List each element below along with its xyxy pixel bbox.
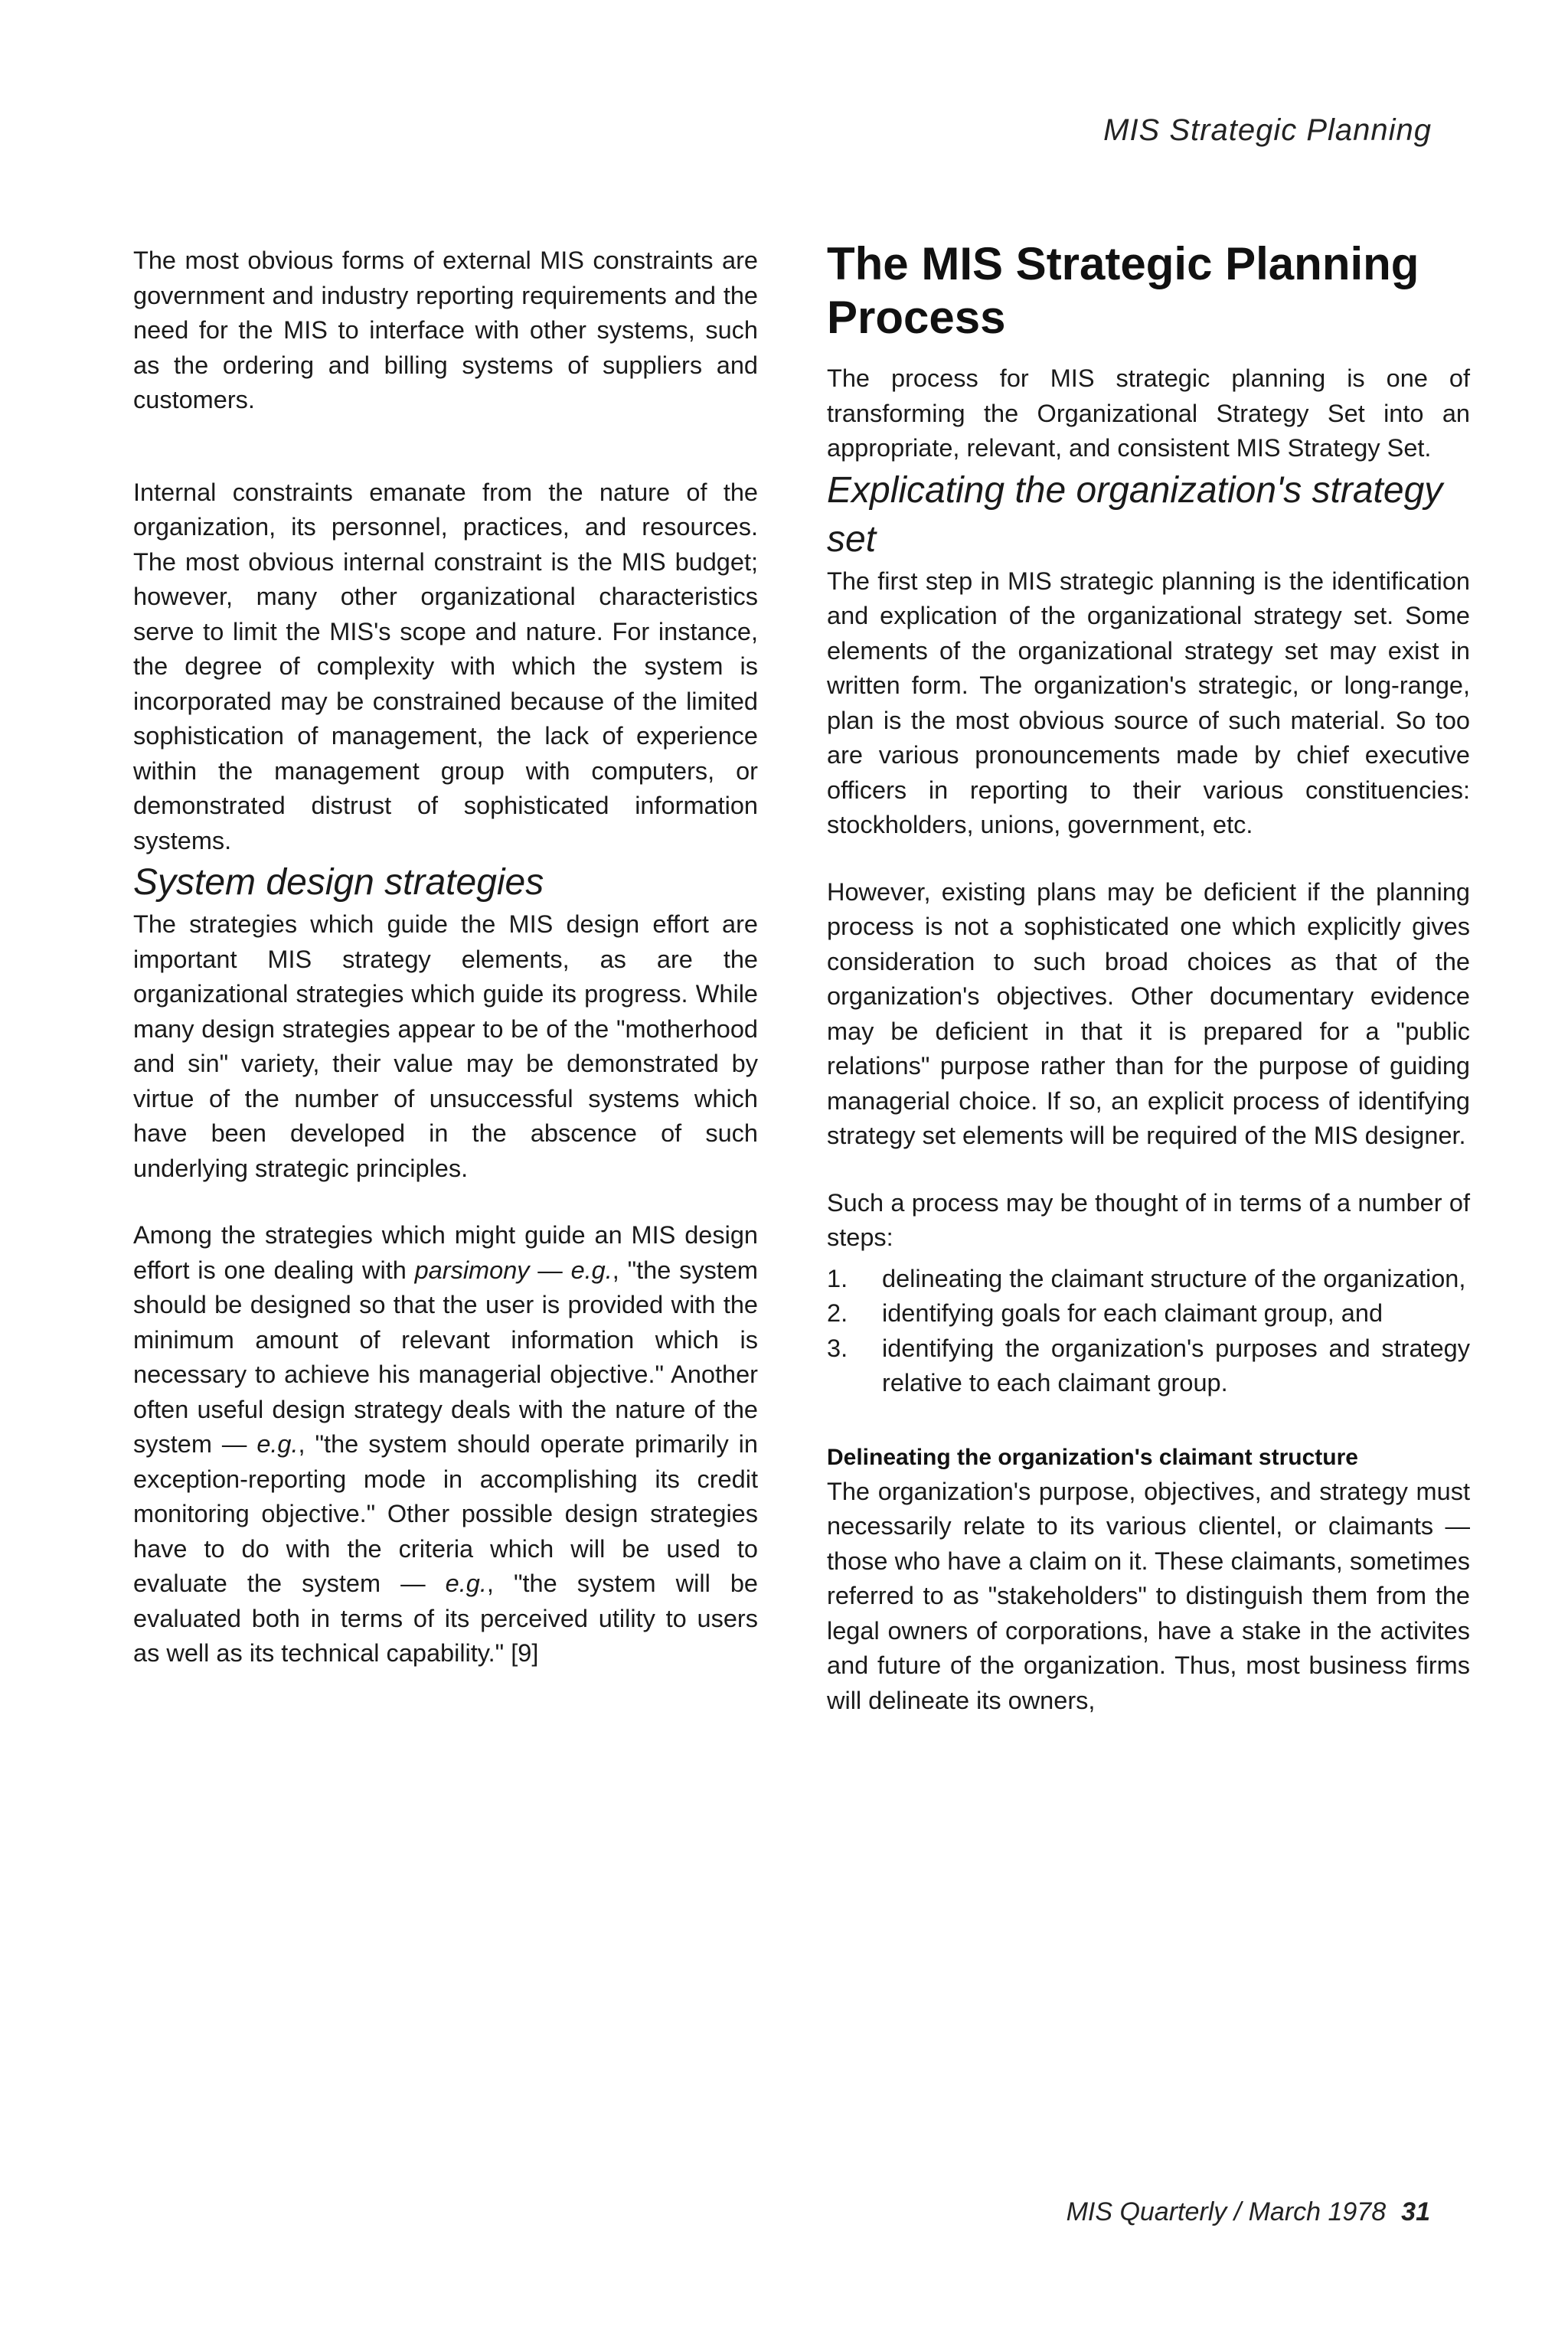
list-item: 1. delineating the claimant structure of the organization, [827, 1264, 1466, 1292]
section-title: The MIS Strategic Planning Process [827, 238, 1419, 343]
running-title: MIS Strategic Planning [1103, 113, 1432, 147]
paragraph-claimants: The organization's purpose, objectives, and strategy must necessarily relate to its various clientel, or claimants — those who have a claim on it. These claimants, sometimes referred to as "stakeholders" to distinguish them from the legal owners of corporations, have a stake in the activites and future of the organization. Thus, most business firms will delineate its owners, [827, 1477, 1470, 1714]
subheading-system-design-strategies: System design strategies [133, 862, 544, 903]
paragraph-strategy-examples: Among the strategies which might guide an MIS design effort is one dealing with parsimony — e.g., "the system should be designed so that the user is provided with the minimum amount of relevant information which is necessary to achieve his managerial objective." Another often useful design strategy deals with the nature of the system — e.g., "the system should operate primarily in exception-reporting mode in accomplishing its credit monitoring objective." Other possible design strategies have to do with the criteria which will be used to evaluate the system — e.g., "the system will be evaluated both in terms of its perceived utility to users as well as its technical capability." [9] [133, 1221, 759, 1667]
run-in-heading-claimant-structure: Delineating the organization's claimant structure [827, 1444, 1358, 1470]
paragraph-process-intro: The process for MIS strategic planning is one of transforming the Organizational Strategy Set into an appropriate, relevant, and consistent MIS Strategy Set. [827, 364, 1470, 462]
right-column [827, 238, 1470, 1718]
paragraph-internal-constraints: Internal constraints emanate from the nature of the organization, its personnel, practices, and resources. The most obvious internal constraint is the MIS budget; however, many other organizational characteristics serve to limit the MIS's scope and nature. For instance, the degree of complexity with which the system is incorporated may be constrained because of the limited sophistication of management, the lack of experience within the management group with computers, or demonstrated distrust of sophisticated information systems. [133, 478, 758, 854]
subheading-explicating-strategy-set: Explicating the organization's strategy set [827, 469, 1443, 560]
list-item: 2. identifying goals for each claimant group, and [827, 1299, 1383, 1327]
paragraph-existing-plans: However, existing plans may be deficient if the planning process is not a sophisticated one which explicitly gives consideration to such broad choices as that of the organization's objectives. Other documentary evidence may be deficient in that it is prepared for a "public relations" purpose rather than for the purpose of guiding managerial choice. If so, an explicit process of identifying strategy set elements will be required of the MIS designer. [827, 877, 1470, 1149]
list-item: 3. identifying the organization's purposes and strategy relative to each claimant group. [827, 1334, 1470, 1397]
page-footer [1067, 2197, 1430, 2227]
paragraph-steps-intro: Such a process may be thought of in terms of a number of steps: [827, 1188, 1470, 1251]
paragraph-first-step: The first step in MIS strategic planning is the identification and explication of the organizational strategy set. Some elements of the organizational strategy set may exist in written form. The organization's strategic, or long-range, plan is the most obvious source of such material. So too are various pronouncements made by chief executive officers in reporting to their various constituencies: stockholders, unions, government, etc. [827, 567, 1470, 838]
paragraph-external-constraints: The most obvious forms of external MIS constraints are government and industry reporting requirements and the need for the MIS to interface with other systems, such as the ordering and billing systems of suppliers and customers. [133, 247, 758, 413]
journal-citation: MIS Quarterly / March 1978 [1066, 2197, 1387, 2226]
steps-list [827, 1262, 1470, 1401]
page-number: 31 [1401, 2197, 1430, 2226]
paragraph-design-strategies: The strategies which guide the MIS design effort are important MIS strategy elements, as are the organizational strategies which guide its progress. While many design strategies appear to be of the "motherhood and sin" variety, their value may be demonstrated by virtue of the number of unsuccessful systems which have been developed in the abscence of such underlying strategic principles. [133, 910, 758, 1182]
left-column [133, 243, 758, 1671]
